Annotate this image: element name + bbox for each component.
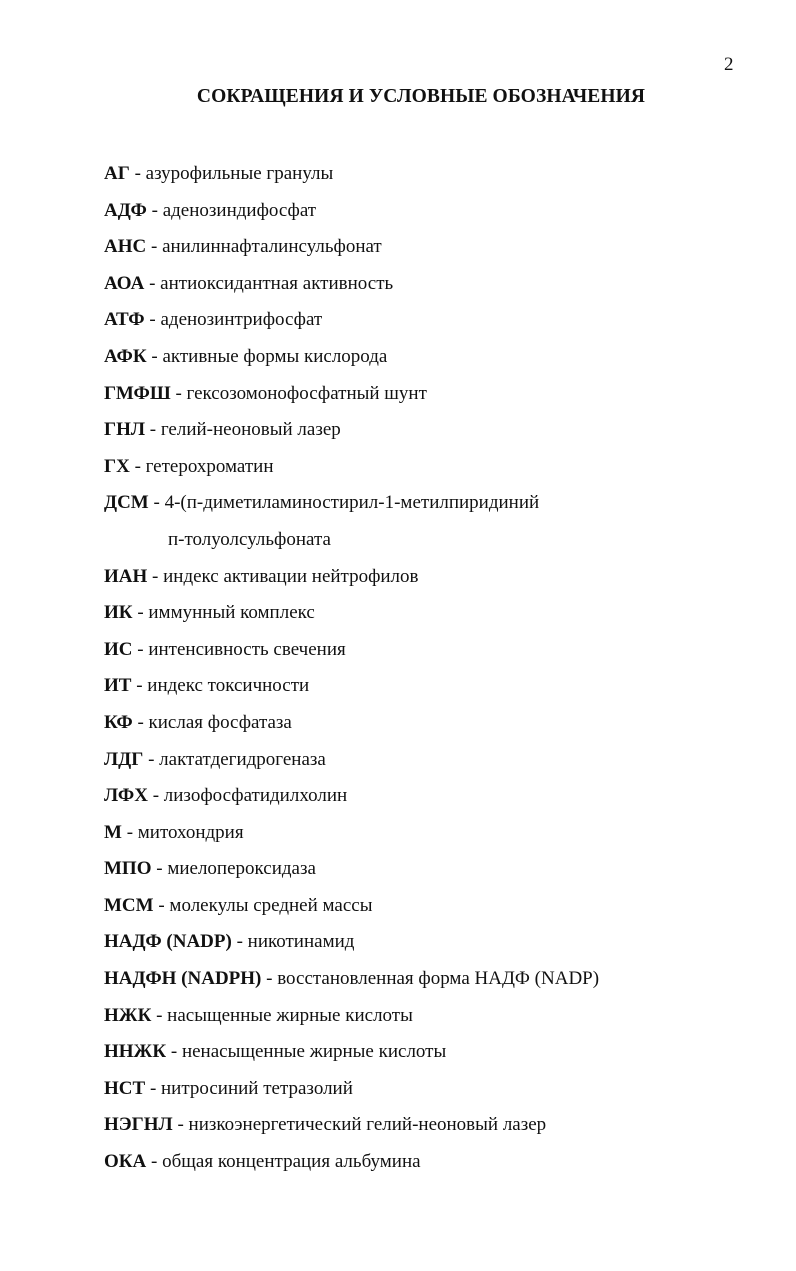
abbreviation-separator: - [146,1151,163,1173]
abbreviation-term: АФК [104,345,147,367]
abbreviation-entry [104,998,599,1035]
abbreviation-separator: - [153,894,170,916]
abbreviation-line [104,273,393,294]
abbreviation-line [104,236,382,257]
abbreviation-line [104,1078,353,1099]
abbreviation-term: НЖК [104,1004,152,1026]
abbreviation-term: АНС [104,236,147,258]
abbreviation-line [104,931,354,952]
abbreviation-term: ДСМ [104,492,149,514]
abbreviation-line [104,712,292,733]
abbreviation-separator: - [151,858,168,880]
abbreviation-line [104,456,274,477]
abbreviation-separator: - [261,968,278,990]
abbreviation-line [104,895,373,916]
abbreviation-term: НСТ [104,1077,146,1099]
abbreviation-separator: - [143,748,160,770]
abbreviation-entry [104,632,599,669]
abbreviation-definition: гелий-неоновый лазер [160,419,341,441]
abbreviation-line [104,602,315,623]
abbreviation-term: ГНЛ [104,419,146,441]
abbreviation-line [104,749,326,770]
abbreviation-separator: - [148,492,165,514]
abbreviation-entry [104,193,599,230]
abbreviation-term: МПО [104,858,152,880]
abbreviation-definition: аденозинтрифосфат [160,309,323,331]
abbreviation-definition: антиоксидантная активность [160,272,394,294]
abbreviation-separator: - [145,1077,162,1099]
abbreviation-definition: миелопероксидаза [167,858,316,880]
abbreviation-entry [104,229,599,266]
abbreviation-entry [104,339,599,376]
abbreviation-term: АГ [104,163,130,184]
abbreviation-term: НАДФ (NADP) [104,931,232,953]
abbreviation-definition: анилиннафталинсульфонат [162,236,382,258]
abbreviation-term: АДФ [104,199,147,221]
abbreviation-definition: индекс токсичности [147,675,310,697]
abbreviation-definition-continuation: п-толуолсульфоната [168,528,331,550]
abbreviation-definition: молекулы средней массы [169,894,373,916]
abbreviation-term: ИК [104,602,133,624]
abbreviation-term: НЭГНЛ [104,1114,173,1136]
abbreviation-definition: низкоэнергетический гелий-неоновый лазер [188,1114,547,1136]
abbreviation-definition: аденозиндифосфат [162,199,317,221]
abbreviation-separator: - [146,199,163,221]
abbreviation-term: ГМФШ [104,382,171,404]
abbreviation-definition: азурофильные гранулы [145,163,334,184]
abbreviation-separator: - [131,675,148,697]
abbreviation-entry [104,1034,599,1071]
abbreviation-definition: гетерохроматин [145,455,274,477]
abbreviation-entry [104,156,599,193]
page-title: СОКРАЩЕНИЯ И УСЛОВНЫЕ ОБОЗНАЧЕНИЯ [196,86,646,107]
abbreviation-line [104,968,599,989]
abbreviation-entry [104,705,599,742]
abbreviation-term: ЛДГ [104,748,144,770]
abbreviation-term: КФ [104,711,133,733]
abbreviation-separator: - [170,382,187,404]
abbreviation-definition: гексозомонофосфатный шунт [186,382,427,404]
abbreviation-entry [104,559,599,596]
abbreviation-term: ИТ [104,675,132,697]
abbreviation-line [104,639,346,660]
abbreviation-entry [104,1107,599,1144]
page-number: 2 [724,54,734,75]
abbreviation-definition: насыщенные жирные кислоты [167,1004,413,1026]
abbreviation-entry [104,742,599,779]
abbreviation-line [104,346,387,367]
abbreviation-separator: - [166,1041,182,1063]
abbreviation-line [104,858,316,879]
abbreviation-entry [104,1144,599,1181]
abbreviation-term: МСМ [104,894,154,916]
abbreviation-entry [104,412,599,449]
abbreviation-separator: - [129,163,146,184]
abbreviation-line [104,163,333,184]
abbreviation-separator: - [132,602,149,624]
abbreviation-separator: - [147,785,164,807]
abbreviation-entry [104,815,599,852]
abbreviation-separator: - [172,1114,189,1136]
abbreviation-line [104,1114,546,1135]
abbreviation-entry [104,924,599,961]
abbreviation-separator: - [231,931,248,953]
abbreviation-definition: лизофосфатидилхолин [163,785,348,807]
abbreviation-definition: кислая фосфатаза [148,711,292,733]
abbreviation-separator: - [145,419,161,441]
abbreviation-term: ИАН [104,565,148,587]
abbreviation-entry [104,888,599,925]
abbreviation-definition: 4-(п-диметиламиностирил-1-метилпиридиний [164,492,540,514]
abbreviation-line [104,1041,446,1062]
abbreviation-definition: лактатдегидрогеназа [159,748,326,770]
abbreviation-list [104,156,599,1181]
abbreviation-separator: - [146,236,163,258]
abbreviation-term: ИС [104,638,133,660]
abbreviation-term: ГХ [104,455,130,477]
abbreviation-definition: никотинамид [247,931,355,953]
abbreviation-definition: митохондрия [137,821,244,843]
abbreviation-entry [104,485,599,558]
abbreviation-definition: активные формы кислорода [162,345,388,367]
abbreviation-separator: - [121,821,138,843]
abbreviation-separator: - [132,711,149,733]
abbreviation-entry [104,851,599,888]
abbreviation-entry [104,266,599,303]
abbreviation-term: АОА [104,272,145,294]
abbreviation-definition: ненасыщенные жирные кислоты [181,1041,447,1063]
abbreviation-line [104,309,322,330]
abbreviation-entry [104,1071,599,1108]
abbreviation-line [104,200,316,221]
abbreviation-line [104,492,539,513]
abbreviation-term: ННЖК [104,1041,167,1063]
abbreviation-entry [104,302,599,339]
abbreviation-separator: - [132,638,149,660]
abbreviation-line [104,1005,413,1026]
abbreviation-term: НАДФН (NADPH) [104,968,262,990]
abbreviation-separator: - [151,1004,168,1026]
abbreviation-definition: иммунный комплекс [148,602,315,624]
abbreviation-line [104,1151,421,1172]
abbreviation-entry [104,961,599,998]
abbreviation-separator: - [129,455,146,477]
abbreviation-definition: общая концентрация альбумина [162,1151,421,1173]
abbreviation-line [104,419,341,440]
abbreviation-line [104,675,309,696]
abbreviation-entry [104,449,599,486]
abbreviation-separator: - [146,345,163,367]
abbreviation-entry [104,595,599,632]
abbreviation-term: ОКА [104,1151,147,1173]
abbreviation-entry [104,668,599,705]
abbreviation-definition: нитросиний тетразолий [161,1077,353,1099]
abbreviation-line [104,785,347,806]
abbreviation-definition: индекс активации нейтрофилов [163,565,419,587]
abbreviation-line [104,383,427,404]
abbreviation-term: ЛФХ [104,785,148,807]
abbreviation-entry [104,778,599,815]
abbreviation-definition: восстановленная форма НАДФ (NADP) [277,968,600,990]
abbreviation-separator: - [147,565,164,587]
abbreviation-separator: - [144,309,161,331]
abbreviation-line [104,566,419,587]
abbreviation-separator: - [144,272,161,294]
abbreviation-term: АТФ [104,309,145,331]
abbreviation-entry [104,376,599,413]
abbreviation-line [104,822,244,843]
abbreviation-definition: интенсивность свечения [148,638,346,660]
abbreviation-term: М [104,821,122,843]
